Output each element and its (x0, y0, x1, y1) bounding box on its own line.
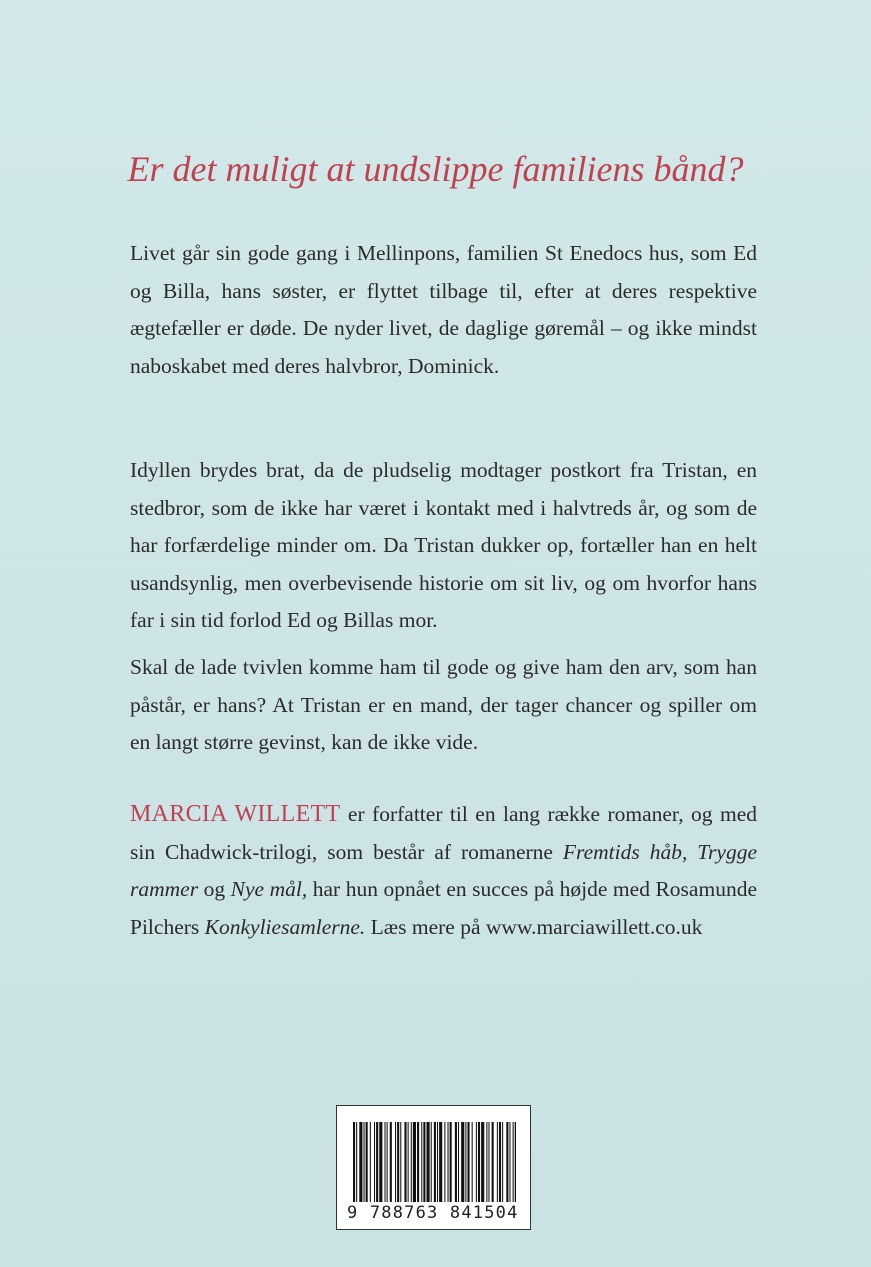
author-bio-book-title-2: Nye mål, (230, 877, 308, 901)
barcode-bar (385, 1122, 386, 1202)
author-bio-text-3: har hun opnået en succes på højde med Rosamunde Pilchers (130, 877, 757, 939)
blurb-paragraph-3: Skal de lade tvivlen komme ham til gode og give ham den arv, som han påstår, er hans? At Tristan er en mand, der tager chancer og spiller om en langt større gevinst, kan de ikke vide. (130, 655, 757, 754)
barcode-bar (431, 1122, 432, 1202)
barcode-bar (413, 1122, 416, 1202)
barcode-bar (509, 1122, 510, 1202)
barcode-bar (492, 1122, 494, 1202)
author-name: MARCIA WILLETT (130, 801, 341, 827)
barcode-bar (359, 1122, 362, 1202)
barcode-bar (379, 1122, 382, 1202)
barcode-bar (478, 1122, 480, 1202)
barcode-bar (353, 1122, 355, 1202)
blurb-paragraph-2: Idyllen brydes brat, da de pludselig modtager postkort fra Tristan, en stedbror, som de ikke har været i kontakt med i halvtreds år, og som de har forfærdelige minder om. Da Tristan dukker op, fortæller han en helt usandsynlig, men overbevisende historie om sit liv, og om hvorfor hans far i sin tid forlod Ed og Billas mor. (130, 458, 757, 632)
barcode-bar (450, 1122, 452, 1202)
barcode-bar (472, 1122, 473, 1202)
barcode-bar (376, 1122, 378, 1202)
barcode-bar (366, 1122, 368, 1202)
barcode-bar (481, 1122, 484, 1202)
barcode-bar (374, 1122, 375, 1202)
barcode-bar (423, 1122, 425, 1202)
barcode-bar (455, 1122, 457, 1202)
author-bio (130, 796, 757, 946)
barcode-bar (370, 1122, 371, 1202)
author-bio-book-titles: Fremtids håb, Trygge rammer (130, 839, 758, 901)
barcode-bar (400, 1122, 401, 1202)
barcode-bar (488, 1122, 489, 1202)
barcode-bar (444, 1122, 445, 1202)
barcode-bar (387, 1122, 388, 1202)
blurb-paragraph-1: Livet går sin gode gang i Mellinpons, familien St Enedocs hus, som Ed og Billa, hans søster, er flyttet tilbage til, efter at deres respektive ægtefæller er døde. De nyder livet, de daglige gøremål – og ikke mindst naboskabet med deres halvbror, Dominick. (130, 241, 757, 378)
barcode-bar (434, 1122, 436, 1202)
barcode-bar (465, 1122, 466, 1202)
barcode-bar (486, 1122, 487, 1202)
barcode-bar (397, 1122, 399, 1202)
author-bio-text-4: Læs mere på www.marciawillett.co.uk (365, 914, 703, 939)
barcode-bar (448, 1122, 449, 1202)
barcode-bar (506, 1122, 508, 1202)
barcode-bar (395, 1122, 396, 1202)
author-bio-book-title-3: Konkyliesamlerne. (204, 914, 366, 939)
barcode-bars (353, 1122, 516, 1202)
barcode (336, 1105, 531, 1230)
barcode-bar (497, 1122, 498, 1202)
barcode-bar (461, 1122, 464, 1202)
author-bio-text-2: og (198, 877, 231, 901)
barcode-bar (427, 1122, 430, 1202)
barcode-bar (421, 1122, 422, 1202)
barcode-bar (499, 1122, 501, 1202)
barcode-bar (404, 1122, 406, 1202)
barcode-bar (364, 1122, 365, 1202)
barcode-bar (513, 1122, 514, 1202)
barcode-bar (408, 1122, 409, 1202)
barcode-bar (439, 1122, 442, 1202)
tagline: Er det muligt at undslippe familiens bånd? (127, 149, 744, 189)
barcode-bar (390, 1122, 392, 1202)
barcode-bar (502, 1122, 503, 1202)
barcode-bar (515, 1122, 516, 1202)
barcode-bar (458, 1122, 459, 1202)
author-bio-text-1: er forfatter til en lang række romaner, og med sin Chadwick-trilogi, som består af romanerne (130, 802, 757, 864)
barcode-bar (417, 1122, 419, 1202)
barcode-bar (476, 1122, 477, 1202)
barcode-bar (356, 1122, 357, 1202)
barcode-bar (411, 1122, 412, 1202)
barcode-bar (437, 1122, 438, 1202)
barcode-bar (467, 1122, 469, 1202)
isbn-number: 9 788763 841504 (347, 1203, 519, 1223)
